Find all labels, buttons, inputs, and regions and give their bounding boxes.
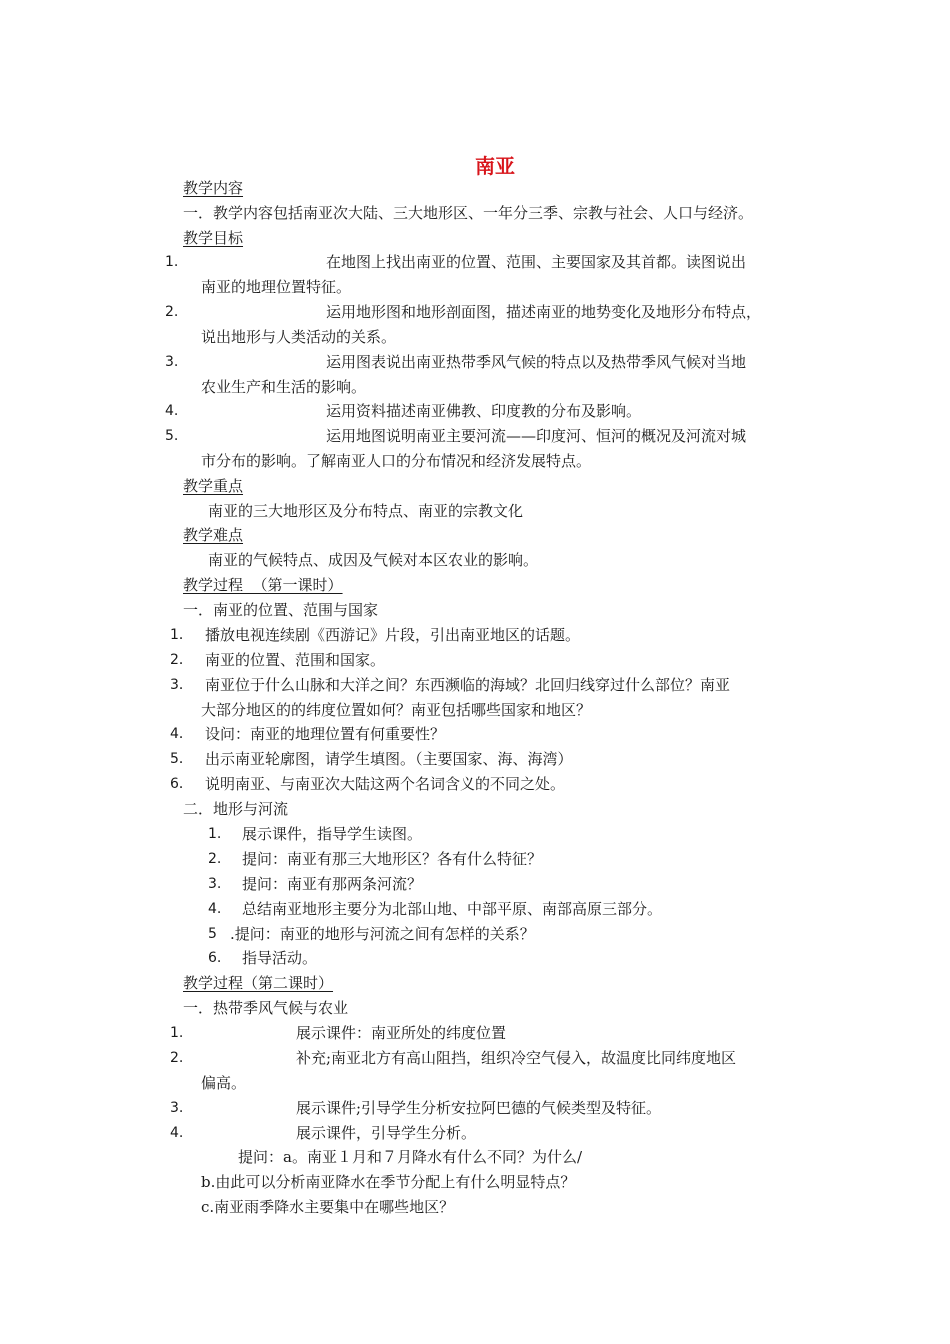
p2-item-number: 1. [170,1025,184,1041]
goal-number: 2. [165,304,179,320]
p1-part2-text: 提问：南亚有那三大地形区？各有什么特征？ [242,850,543,868]
p2-item-text: 展示课件：南亚所处的纬度位置 [296,1024,507,1042]
p1-part2-number: 5 [208,926,217,942]
goal-text: 运用地形图和地形剖面图，描述南亚的地势变化及地形分布特点， [326,303,762,321]
difficulty-text: 南亚的气候特点、成因及气候对本区农业的影响。 [208,551,539,569]
p2-item-text: 补充;南亚北方有高山阻挡，组织冷空气侵入，故温度比同纬度地区 [296,1049,737,1067]
difficulty-heading: 教学难点 [183,526,244,544]
p1-part2-text: 总结南亚地形主要分为北部山地、中部平原、南部高原三部分。 [242,900,663,918]
p1-part2-text: 展示课件，指导学生读图。 [242,825,423,843]
p1-item-text: 设问：南亚的地理位置有何重要性？ [205,725,446,743]
goal-text: 市分布的影响。了解南亚人口的分布情况和经济发展特点。 [201,452,592,470]
goal-text: 在地图上找出南亚的位置、范围、主要国家及其首都。读图说出 [326,253,747,271]
question-line: b.由此可以分析南亚降水在季节分配上有什么明显特点？ [201,1173,576,1191]
p1-item-number: 4． [170,726,193,742]
goals-heading: 教学目标 [183,229,244,247]
p1-part2-number: 3. [208,876,222,892]
p1-part2-number: 1. [208,826,222,842]
p2-item-text: 展示课件;引导学生分析安拉阿巴德的气候类型及特征。 [296,1099,662,1117]
process1-heading: 教学过程 （第一课时） [183,576,343,594]
content-heading: 教学内容 [183,179,244,197]
goal-text: 运用图表说出南亚热带季风气候的特点以及热带季风气候对当地 [326,353,747,371]
goal-text: 南亚的地理位置特征。 [201,278,352,296]
p1-item-number: 6． [170,776,193,792]
p1-item-number: 2． [170,652,193,668]
content-text: 一．教学内容包括南亚次大陆、三大地形区、一年分三季、宗教与社会、人口与经济。 [183,204,754,222]
page-title: 南亚 [475,154,515,178]
p1-part2-heading: 二．地形与河流 [183,800,289,818]
p1-part2-number: 4. [208,901,222,917]
goal-number: 1. [165,254,179,270]
goal-number: 4. [165,403,179,419]
p2-item-number: 4. [170,1125,184,1141]
p2-item-number: 3. [170,1100,184,1116]
goal-text: 说出地形与人类活动的关系。 [201,328,397,346]
p1-item-text: 南亚位于什么山脉和大洋之间？东西濒临的海域？北回归线穿过什么部位？南亚 [205,676,731,694]
p1-part2-text: 指导活动。 [242,949,318,967]
p2-item-text: 展示课件，引导学生分析。 [296,1124,477,1142]
goal-text: 运用地图说明南亚主要河流——印度河、恒河的概况及河流对城 [326,427,747,445]
process2-heading: 教学过程（第二课时） [183,974,334,992]
p2-item-number: 2. [170,1050,184,1066]
p1-part2-number: 6. [208,950,222,966]
p1-item-number: 5． [170,751,193,767]
goal-text: 运用资料描述南亚佛教、印度教的分布及影响。 [326,402,642,420]
p1-item-number: 3． [170,677,193,693]
key-text: 南亚的三大地形区及分布特点、南亚的宗教文化 [208,502,524,520]
goal-text: 农业生产和生活的影响。 [201,378,367,396]
goal-number: 3. [165,354,179,370]
p1-item-text: 出示南亚轮廓图，请学生填图。（主要国家、海、海湾） [205,750,573,768]
question-line: 提问：a。南亚１月和７月降水有什么不同？为什么/ [238,1148,582,1166]
p2-part1-heading: 一．热带季风气候与农业 [183,999,349,1017]
question-line: c.南亚雨季降水主要集中在哪些地区？ [201,1198,455,1216]
p1-item-number: 1． [170,627,193,643]
p1-part2-text: 提问：南亚有那两条河流？ [242,875,423,893]
p1-part2-number: 2. [208,851,222,867]
p1-item-text: 南亚的位置、范围和国家。 [205,651,386,669]
p1-part1-heading: 一．南亚的位置、范围与国家 [183,601,379,619]
p1-part2-text: .提问：南亚的地形与河流之间有怎样的关系？ [230,925,535,943]
p2-item-text: 偏高。 [201,1074,247,1092]
p1-item-text: 说明南亚、与南亚次大陆这两个名词含义的不同之处。 [205,775,566,793]
p1-item-text: 播放电视连续剧《西游记》片段，引出南亚地区的话题。 [205,626,581,644]
goal-number: 5. [165,428,179,444]
p1-item-text: 大部分地区的的纬度位置如何？南亚包括哪些国家和地区？ [201,701,592,719]
key-heading: 教学重点 [183,477,244,495]
